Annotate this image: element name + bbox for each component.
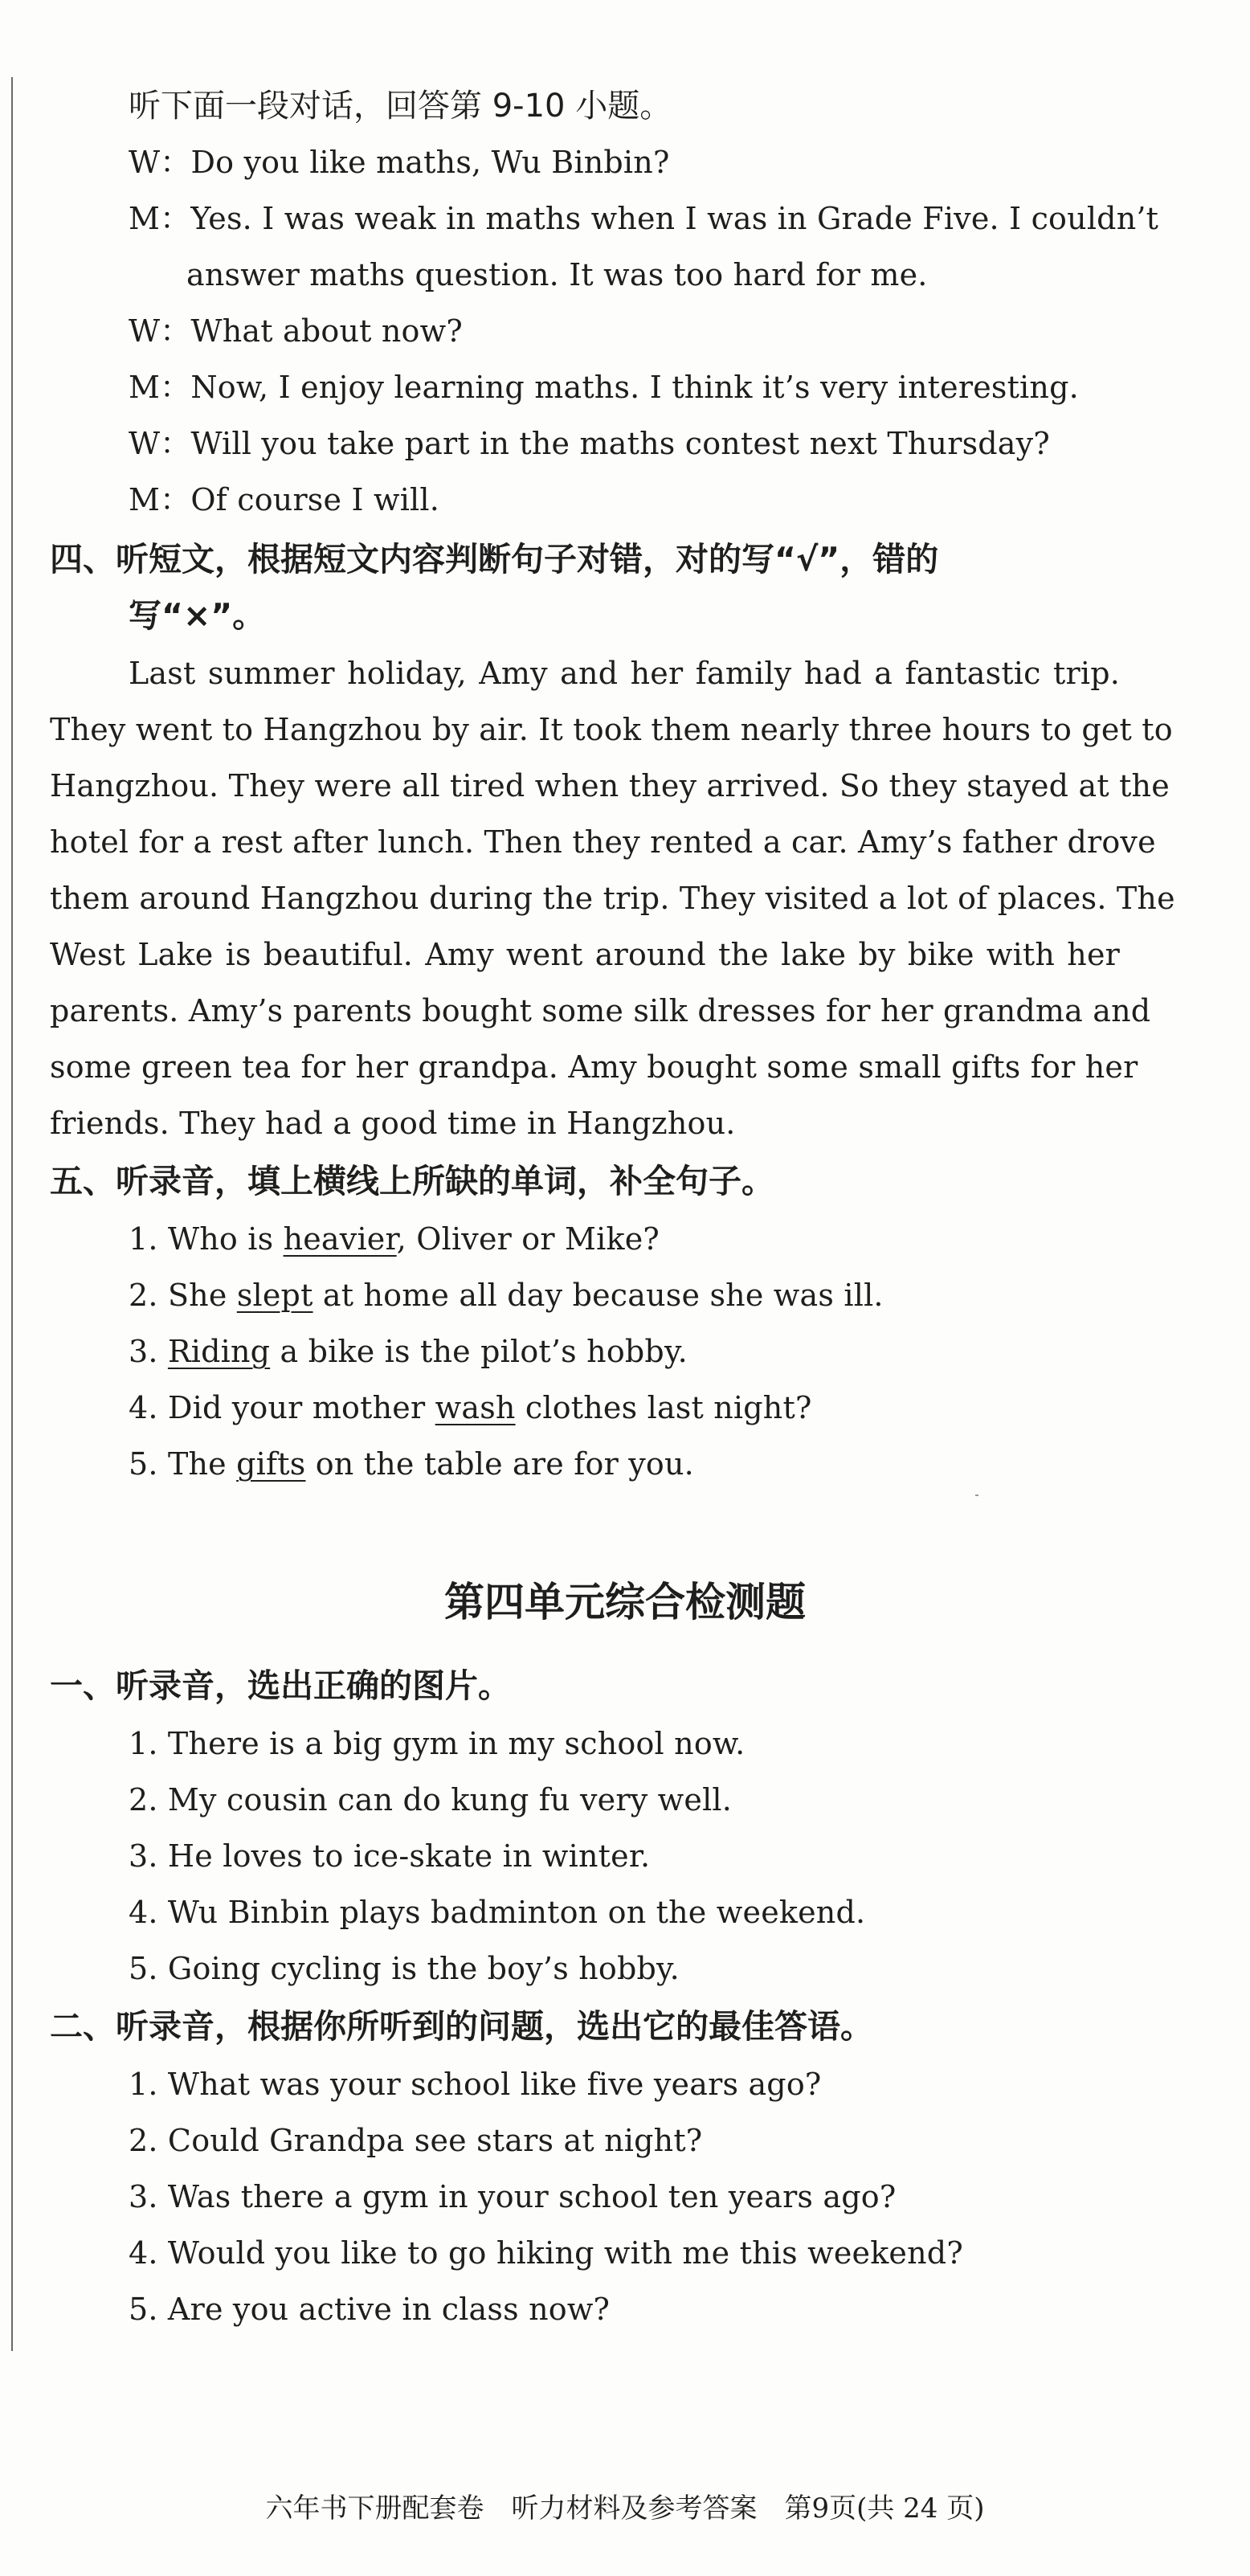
dialogue-line: [129, 312, 463, 350]
dialogue-line: [186, 256, 928, 294]
item-text-before: Did your mother: [167, 1390, 435, 1425]
dialogue-text: Will you take part in the maths contest next Thursday?: [190, 426, 1050, 461]
fill-in-item: [129, 1332, 688, 1371]
speaker-label: W：: [129, 426, 191, 461]
item-text-after: at home all day because she was ill.: [312, 1278, 884, 1313]
list-item: 1. There is a big gym in my school now.: [129, 1726, 746, 1761]
dialogue-line: [129, 143, 670, 182]
item-text-after: clothes last night?: [515, 1390, 812, 1425]
passage-line: They went to Hangzhou by air. It took them nearly three hours to get to: [50, 712, 1173, 747]
section-heading-2: 二、听录音，根据你所听到的问题，选出它的最佳答语。: [50, 2007, 873, 2046]
dialogue-line: [129, 199, 1158, 238]
fill-in-item: [129, 1220, 660, 1258]
dialogue-line: [129, 480, 439, 519]
list-item: 4. Wu Binbin plays badminton on the weekend.: [129, 1895, 866, 1930]
unit-title: 第四单元综合检测题: [444, 1578, 806, 1625]
page-footer: 六年书下册配套卷 听力材料及参考答案 第9页(共 24 页): [265, 2492, 985, 2525]
section-heading-1: 一、听录音，选出正确的图片。: [50, 1666, 511, 1705]
section-heading-5: 五、听录音，填上横线上所缺的单词，补全句子。: [50, 1162, 774, 1200]
list-item: 3. He loves to ice-skate in winter.: [129, 1838, 651, 1874]
dialogue-text: What about now?: [190, 313, 463, 349]
speaker-label: M：: [129, 482, 191, 517]
filled-answer: gifts: [236, 1446, 306, 1482]
list-item: 5. Are you active in class now?: [129, 2292, 611, 2327]
dialogue-text: Do you like maths, Wu Binbin?: [190, 145, 670, 180]
passage-line: some green tea for her grandpa. Amy bought some small gifts for her: [50, 1049, 1138, 1085]
speaker-label: M：: [129, 370, 191, 405]
list-item: 1. What was your school like five years ago?: [129, 2067, 822, 2102]
item-number: 2.: [129, 1278, 158, 1313]
item-text-before: Who is: [167, 1221, 284, 1257]
list-item: 3. Was there a gym in your school ten years ago?: [129, 2179, 897, 2214]
fill-in-item: [129, 1276, 884, 1315]
section-heading-4: 四、听短文，根据短文内容判断句子对错，对的写“√”，错的: [50, 540, 939, 579]
list-item: 2. Could Grandpa see stars at night?: [129, 2123, 703, 2158]
item-text-after: , Oliver or Mike?: [396, 1221, 660, 1257]
dialogue-text: Of course I will.: [190, 482, 440, 517]
passage-line: Last summer holiday, Amy and her family had a fantastic trip.: [129, 656, 1120, 691]
speaker-label: W：: [129, 145, 191, 180]
passage-line: parents. Amy’s parents bought some silk dresses for her grandma and: [50, 993, 1151, 1028]
passage-line: West Lake is beautiful. Amy went around the lake by bike with her: [50, 937, 1120, 972]
item-number: 4.: [129, 1390, 158, 1425]
item-text-before: The: [167, 1446, 237, 1482]
speaker-label: M：: [129, 201, 191, 236]
filled-answer: slept: [236, 1278, 313, 1313]
dialogue-text: Yes. I was weak in maths when I was in Grade Five. I couldn’t: [190, 201, 1159, 236]
list-item: 5. Going cycling is the boy’s hobby.: [129, 1951, 680, 1986]
item-text-after: a bike is the pilot’s hobby.: [270, 1334, 688, 1369]
passage-line: friends. They had a good time in Hangzhou.: [50, 1106, 736, 1141]
item-number: 1.: [129, 1221, 158, 1257]
filled-answer: wash: [435, 1390, 516, 1425]
fill-in-item: [129, 1445, 694, 1483]
list-item: 2. My cousin can do kung fu very well.: [129, 1782, 733, 1818]
passage-line: hotel for a rest after lunch. Then they rented a car. Amy’s father drove: [50, 824, 1156, 860]
dialogue-text: Now, I enjoy learning maths. I think it’s very interesting.: [190, 370, 1079, 405]
dialogue-line: [129, 424, 1050, 463]
item-number: 5.: [129, 1446, 158, 1482]
speaker-label: W：: [129, 313, 191, 349]
item-number: 3.: [129, 1334, 158, 1369]
filled-answer: heavier: [283, 1221, 397, 1257]
dialogue-text: answer maths question. It was too hard for me.: [186, 257, 928, 292]
filled-answer: Riding: [167, 1334, 271, 1369]
passage-line: them around Hangzhou during the trip. They visited a lot of places. The: [50, 881, 1175, 916]
item-text-before: She: [167, 1278, 237, 1313]
section-heading-4-cont: 写“×”。: [129, 596, 266, 635]
dialogue-line: [129, 368, 1079, 407]
list-item: 4. Would you like to go hiking with me this weekend?: [129, 2235, 963, 2271]
dialogue-intro: 听下面一段对话，回答第 9-10 小题。: [129, 88, 672, 125]
scan-speck: [975, 1494, 978, 1496]
left-margin-rule: [11, 77, 13, 2351]
fill-in-item: [129, 1388, 812, 1427]
item-text-after: on the table are for you.: [305, 1446, 694, 1482]
passage-line: Hangzhou. They were all tired when they arrived. So they stayed at the: [50, 768, 1170, 803]
